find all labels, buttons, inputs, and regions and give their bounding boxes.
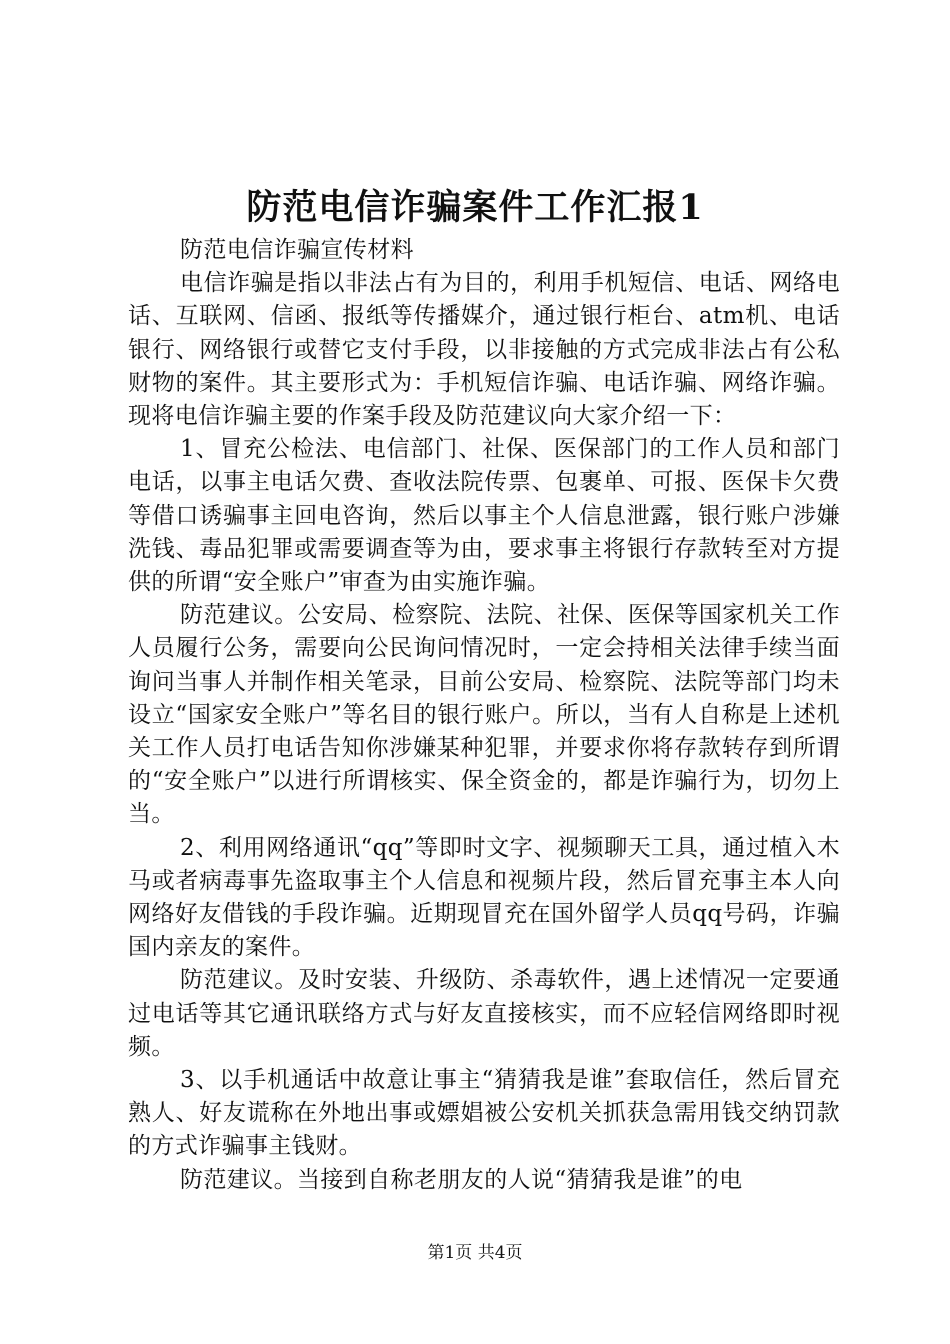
paragraph-advice-2: 防范建议。及时安装、升级防、杀毒软件，遇上述情况一定要通过电话等其它通讯联络方式与好友直接核实，而不应轻信网络即时视频。 bbox=[128, 967, 840, 1060]
paragraph-method-1: 1、冒充公检法、电信部门、社保、医保部门的工作人员和部门电话，以事主电话欠费、查收法院传票、包裹单、可报、医保卡欠费等借口诱骗事主回电咨询，然后以事主个人信息泄露，银行账户涉嫌洗钱、毒品犯罪或需要调查等为由，要求事主将银行存款转至对方提供的所谓“安全账户”审查为由实施诈骗。 bbox=[128, 436, 840, 596]
paragraph-advice-3: 防范建议。当接到自称老朋友的人说“猜猜我是谁”的电 bbox=[180, 1166, 743, 1193]
paragraph-method-2: 2、利用网络通讯“qq”等即时文字、视频聊天工具，通过植入木马或者病毒事先盗取事主个人信息和视频片段，然后冒充事主本人向网络好友借钱的手段诈骗。近期现冒充在国外留学人员qq号码，诈骗国内亲友的案件。 bbox=[128, 834, 840, 961]
paragraph-intro: 电信诈骗是指以非法占有为目的，利用手机短信、电话、网络电话、互联网、信函、报纸等传播媒介，通过银行柜台、atm机、电话银行、网络银行或替它支付手段，以非接触的方式完成非法占有公私财物的案件。其主要形式为：手机短信诈骗、电话诈骗、网络诈骗。现将电信诈骗主要的作案手段及防范建议向大家介绍一下： bbox=[128, 270, 840, 430]
document-title: 防范电信诈骗案件工作汇报1 bbox=[246, 187, 704, 228]
page-number-footer: 第1页 共4页 bbox=[427, 1243, 523, 1263]
paragraph-method-3: 3、以手机通话中故意让事主“猜猜我是谁”套取信任，然后冒充熟人、好友谎称在外地出事或嫖娼被公安机关抓获急需用钱交纳罚款的方式诈骗事主钱财。 bbox=[128, 1067, 840, 1160]
document-body bbox=[128, 234, 840, 1197]
paragraph-advice-1: 防范建议。公安局、检察院、法院、社保、医保等国家机关工作人员履行公务，需要向公民询问情况时，一定会持相关法律手续当面询问当事人并制作相关笔录，目前公安局、检察院、法院等部门均未设立“国家安全账户”等名目的银行账户。所以，当有人自称是上述机关工作人员打电话告知你涉嫌某种犯罪，并要求你将存款转存到所谓的“安全账户”以进行所谓核实、保全资金的，都是诈骗行为，切勿上当。 bbox=[128, 602, 840, 828]
document-subtitle: 防范电信诈骗宣传材料 bbox=[180, 237, 414, 263]
